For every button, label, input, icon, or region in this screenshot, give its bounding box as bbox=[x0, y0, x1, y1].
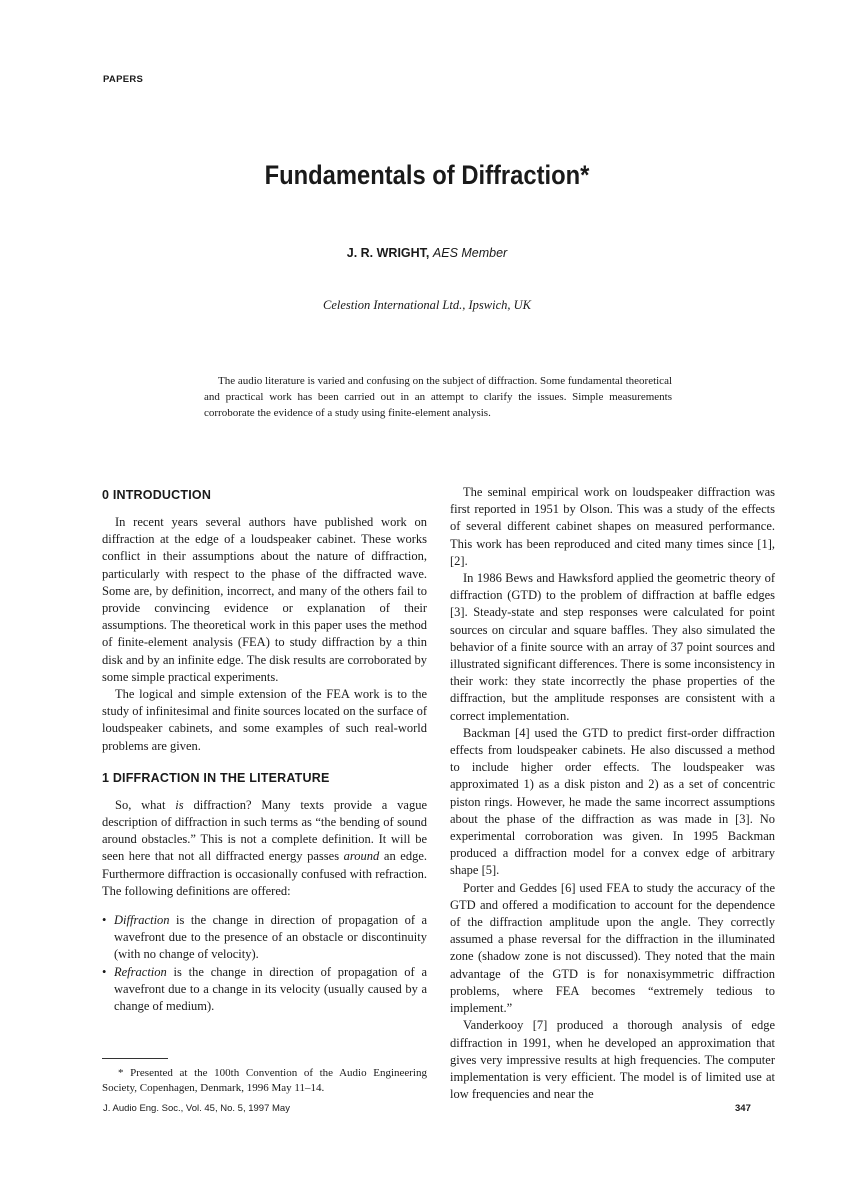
running-head: PAPERS bbox=[103, 74, 144, 85]
author-line bbox=[0, 246, 854, 260]
literature-paragraph-backman: Backman [4] used the GTD to predict first-order diffraction effects from loudspeaker cabinets. He also discussed a method to include higher order effects. The loudspeaker was approximated 1) as a disk piston and 2) as a set of concentric piston rings. However, he made the same incorrect assumptions about the phase of the diffraction as was made in [3]. No experimental corroboration was given. In 1995 Backman produced a diffraction model for a convex edge of arbitrary shape [5]. bbox=[450, 725, 775, 878]
literature-paragraph-olson: The seminal empirical work on loudspeaker diffraction was first reported in 1951 by Olson. This was a study of the effects of several different cabinet shapes on measured performance. This work has been reproduced and cited many times since [1], [2]. bbox=[450, 485, 775, 568]
section-heading-literature: 1 DIFFRACTION IN THE LITERATURE bbox=[102, 770, 330, 785]
footnote: * Presented at the 100th Convention of the Audio Engineering Society, Copenhagen, Denmark, 1996 May 11–14. bbox=[102, 1067, 427, 1094]
page-number: 347 bbox=[735, 1103, 751, 1114]
definition-term: Refraction bbox=[114, 964, 167, 979]
literature-paragraph-vanderkooy: Vanderkooy [7] produced a thorough analysis of edge diffraction in 1991, when he developed an approximation that gives very impressive results at high frequencies. The computer implementation is very efficient. The model is of limited use at low frequencies and near the bbox=[450, 1018, 775, 1102]
author-name: J. R. WRIGHT, bbox=[346, 246, 430, 260]
definitions-list bbox=[102, 912, 427, 1015]
definition-diffraction bbox=[102, 912, 427, 964]
definition-text: is the change in direction of propagation of a wavefront due to a change in its velocity (usually caused by a change of medium). bbox=[114, 964, 427, 1014]
definition-term: Diffraction bbox=[114, 913, 170, 928]
journal-reference: J. Audio Eng. Soc., Vol. 45, No. 5, 1997 May bbox=[103, 1103, 290, 1114]
literature-paragraph-bews: In 1986 Bews and Hawksford applied the geometric theory of diffraction (GTD) to the problem of diffraction at baffle edges [3]. Steady-state and step responses were calculated for point sources on circular and square baffles. They also simulated the behavior of a finite source with an array of 37 point sources and illustrated significant differences. There is some inconsistency in their work: they state incorrectly the phase properties of the diffraction, but the amplitude responses are consistent with a correct implementation. bbox=[450, 571, 775, 723]
footnote-rule bbox=[102, 1058, 168, 1059]
literature-paragraph-porter: Porter and Geddes [6] used FEA to study the accuracy of the GTD and offered a modification to account for the dependence of the diffraction amplitude upon the angle. They correctly assumed a phase reversal for the diffraction in the illuminated zone (shadow zone is not discussed). They noted that the main advantage of the GTD is for nonaxisymmetric diffraction problems, where FEA becomes “extremely tedious to implement.” bbox=[450, 880, 775, 1016]
literature-paragraph-1: So, what is diffraction? Many texts provide a vague description of diffraction in such terms as “the bending of sound around obstacles.” This is not a complete definition. It will be seen here that not all diffracted energy passes around an edge. Furthermore diffraction is occasionally confused with refraction. The following definitions are offered: bbox=[102, 797, 427, 898]
abstract: The audio literature is varied and confusing on the subject of diffraction. Some fundamental theoretical and practical work has been carried out in an attempt to clarify the issues. Simple measurements corroborate the evidence of a study using finite-element analysis. bbox=[204, 375, 673, 419]
paper-title: Fundamentals of Diffraction* bbox=[264, 160, 590, 190]
definition-refraction bbox=[102, 964, 427, 1016]
bullet: • bbox=[102, 913, 107, 928]
definition-text: is the change in direction of propagation of a wavefront due to the presence of an obstacle or discontinuity (with no change of velocity). bbox=[114, 913, 427, 962]
bullet: • bbox=[102, 964, 107, 979]
intro-paragraph-1: In recent years several authors have published work on diffraction at the edge of a loudspeaker cabinet. These works conflict in their assumptions about the nature of diffraction, particularly with respect to the phase of the diffracted wave. Some are, by definition, incorrect, and many of the others fail to provide convincing evidence or explanation of their assumptions. The theoretical work in this paper uses the method of finite-element analysis (FEA) to study diffraction by a thin disk and by an infinite edge. The disk results are corroborated by some simple practical experiments. bbox=[102, 515, 427, 684]
intro-paragraph-2: The logical and simple extension of the FEA work is to the study of infinitesimal and finite sources located on the surface of loudspeaker cabinets, and some examples of such real-world problems are given. bbox=[102, 687, 427, 753]
left-column bbox=[102, 484, 427, 1015]
affiliation: Celestion International Ltd., Ipswich, UK bbox=[323, 298, 531, 312]
section-heading-introduction: 0 INTRODUCTION bbox=[102, 488, 212, 502]
right-column bbox=[450, 484, 775, 1103]
author-membership: AES Member bbox=[432, 246, 508, 260]
